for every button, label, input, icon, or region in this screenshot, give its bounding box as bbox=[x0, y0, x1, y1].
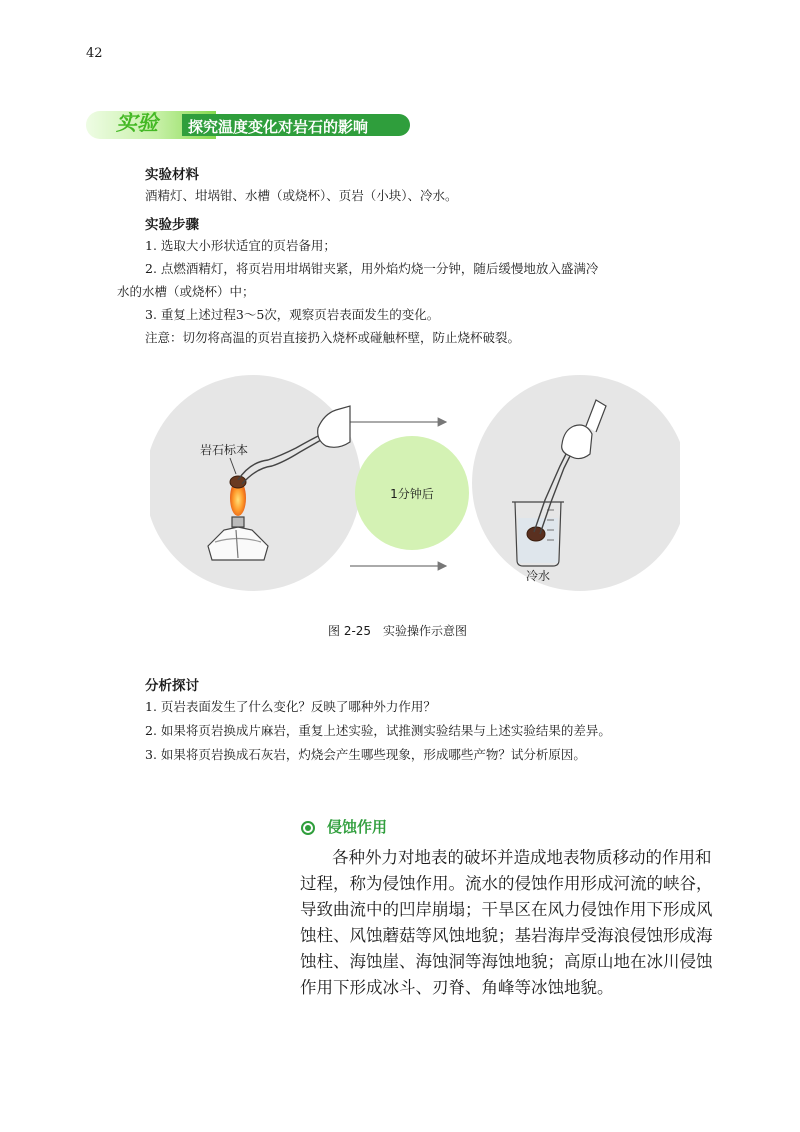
materials-heading: 实验材料 bbox=[145, 167, 199, 183]
page-number: 42 bbox=[86, 46, 103, 61]
right-circle bbox=[472, 375, 680, 591]
step-line: 2. 点燃酒精灯，将页岩用坩埚钳夹紧，用外焰灼烧一分钟，随后缓慢地放入盛满冷 bbox=[145, 261, 599, 276]
step-line: 3. 重复上述过程3～5次，观察页岩表面发生的变化。 bbox=[145, 307, 440, 322]
question-line: 3. 如果将页岩换成石灰岩，灼烧会产生哪些现象，形成哪些产物？试分析原因。 bbox=[145, 747, 586, 762]
steps-heading: 实验步骤 bbox=[145, 217, 199, 233]
bullet-ring-icon bbox=[301, 821, 315, 835]
rock-label: 岩石标本 bbox=[200, 443, 249, 457]
erosion-line: 蚀柱、海蚀崖、海蚀洞等海蚀地貌；高原山地在冰川侵蚀 bbox=[300, 952, 713, 971]
figure-caption: 图 2-25 实验操作示意图 bbox=[328, 624, 468, 638]
erosion-line: 导致曲流中的凹岸崩塌；干旱区在风力侵蚀作用下形成风 bbox=[300, 900, 713, 919]
erosion-line: 作用下形成冰斗、刃脊、角峰等冰蚀地貌。 bbox=[300, 978, 614, 997]
experiment-title: 探究温度变化对岩石的影响 bbox=[188, 118, 369, 136]
figure-illustration bbox=[150, 370, 680, 610]
erosion-line: 蚀柱、风蚀蘑菇等风蚀地貌；基岩海岸受海浪侵蚀形成海 bbox=[300, 926, 713, 945]
question-line: 2. 如果将页岩换成片麻岩，重复上述实验，试推测实验结果与上述实验结果的差异。 bbox=[145, 723, 611, 738]
step-line: 水的水槽（或烧杯）中； bbox=[117, 284, 255, 299]
experiment-tag: 实验 bbox=[116, 111, 158, 135]
safety-note: 注意：切勿将高温的页岩直接扔入烧杯或碰触杯壁，防止烧杯破裂。 bbox=[145, 330, 521, 345]
question-line: 1. 页岩表面发生了什么变化？反映了哪种外力作用？ bbox=[145, 699, 436, 714]
erosion-line: 各种外力对地表的破坏并造成地表物质移动的作用和 bbox=[332, 848, 712, 867]
materials-text: 酒精灯、坩埚钳、水槽（或烧杯）、页岩（小块）、冷水。 bbox=[145, 188, 458, 203]
time-label: 1分钟后 bbox=[390, 487, 434, 501]
erosion-line: 过程，称为侵蚀作用。流水的侵蚀作用形成河流的峡谷， bbox=[300, 874, 713, 893]
step-line: 1. 选取大小形状适宜的页岩备用； bbox=[145, 238, 336, 253]
water-label: 冷水 bbox=[525, 569, 551, 583]
analysis-heading: 分析探讨 bbox=[145, 678, 199, 694]
experiment-figure bbox=[150, 370, 680, 610]
erosion-heading bbox=[301, 816, 387, 837]
erosion-heading-text: 侵蚀作用 bbox=[327, 818, 388, 836]
experiment-banner bbox=[86, 111, 410, 139]
